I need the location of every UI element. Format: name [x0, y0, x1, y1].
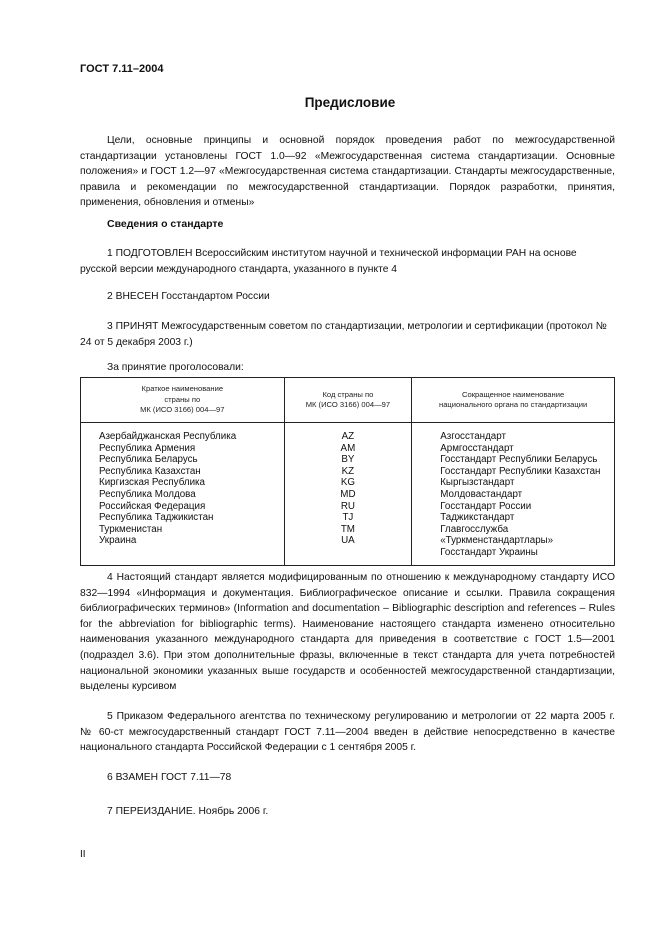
- code-column: [284, 423, 412, 566]
- country-code: TM: [340, 523, 355, 535]
- standards-body-name: Госстандарт Республики Беларусь: [440, 454, 598, 466]
- standards-body-name: Госстандарт Украины: [440, 546, 538, 558]
- country-name: Азербайджанская Республика: [99, 431, 237, 442]
- country-name: Украина: [99, 535, 137, 547]
- country-name: Республика Беларусь: [99, 454, 198, 466]
- country-code: AZ: [341, 431, 355, 442]
- header-line: МК (ИСО 3166) 004—97: [305, 400, 391, 409]
- header-line: Код страны по: [322, 389, 374, 399]
- country-code: KG: [340, 477, 355, 489]
- item-4-paragraph: 4 Настоящий стандарт является модифицированным по отношению к международному стандарту ИСО 832—1994 «Информация и документация. Библиографическое описание и ссылки. Правила сокращения библиографических терминов» (Information and documentation – Bibliographic description and references – Rules for the abbreviation for bibliographic terms). Наименование настоящего стандарта изменено относительно наименования указанного международного стандарта для приведения в соответствие с ГОСТ 1.5—2001 (подраздел 3.6). При этом дополнительные фразы, включенные в текст стандарта для учета потребностей национальной экономики указанных выше государств и особенностей межгосударственной стандартизации, выделены курсивом: [80, 572, 615, 693]
- standards-body-name: Кыргызстандарт: [440, 477, 515, 489]
- country-code: TJ: [342, 512, 354, 524]
- country-code: AM: [340, 442, 356, 454]
- country-name: Республика Молдова: [99, 488, 196, 500]
- standards-body-name: Азгосстандарт: [440, 431, 506, 442]
- country-code: BY: [341, 454, 355, 466]
- page-number: II: [80, 849, 86, 860]
- country-code: KZ: [341, 465, 355, 477]
- item-6-paragraph: 6 ВЗАМЕН ГОСТ 7.11—78: [107, 772, 232, 783]
- header-line: МК (ИСО 3166) 004—97: [140, 405, 225, 415]
- header-line: страны по: [164, 394, 201, 404]
- item-2-paragraph: 2 ВНЕСЕН Госстандартом России: [107, 291, 270, 302]
- country-name: Туркменистан: [99, 523, 163, 535]
- country-code: RU: [340, 500, 355, 512]
- item-7-paragraph: 7 ПЕРЕИЗДАНИЕ. Ноябрь 2006 г.: [107, 806, 269, 817]
- standards-body-name: Госстандарт России: [440, 500, 532, 512]
- item-5-paragraph: 5 Приказом Федерального агентства по техническому регулированию и метрологии от 22 марта 2005 г. № 60-ст межгосударственный стандарт ГОСТ 7.11—2004 введен в действие непосредственно в качестве национального стандарта Российской Федерации с 1 сентября 2005 г.: [80, 711, 615, 754]
- table-header-row: [81, 378, 615, 423]
- country-column: [81, 423, 285, 566]
- header-line: Сокращенное наименование: [462, 389, 565, 399]
- voting-table: [80, 377, 615, 566]
- standards-body-name: Таджикстандарт: [440, 512, 515, 524]
- standards-body-name: Армгосстандарт: [440, 442, 514, 454]
- section-subtitle: Сведения о стандарте: [107, 218, 224, 230]
- standards-body-name: Госстандарт Республики Казахстан: [440, 465, 601, 477]
- page-title: Предисловие: [304, 95, 396, 110]
- country-name: Российская Федерация: [99, 500, 206, 512]
- header-country-name: [81, 378, 285, 423]
- body-column: [412, 423, 615, 566]
- header-line: Краткое наименование: [141, 384, 224, 394]
- country-code: UA: [341, 535, 355, 547]
- header-standards-body: [412, 378, 615, 423]
- voted-label: За принятие проголосовали:: [107, 362, 244, 373]
- country-name: Республика Таджикистан: [99, 512, 214, 524]
- country-name: Республика Казахстан: [99, 465, 201, 477]
- table-row: [81, 423, 615, 566]
- item-3-paragraph: 3 ПРИНЯТ Межгосударственным советом по стандартизации, метрологии и сертификации (протокол № 24 от 5 декабря 2003 г.): [80, 321, 607, 348]
- header-country-code: [284, 378, 412, 423]
- country-name: Республика Армения: [99, 442, 196, 454]
- item-1-paragraph: 1 ПОДГОТОВЛЕН Всероссийским институтом научной и технической информации РАН на основе русской версии международного стандарта, указанного в пункте 4: [80, 248, 577, 275]
- document-header: ГОСТ 7.11–2004: [80, 63, 164, 75]
- intro-paragraph: Цели, основные принципы и основной порядок проведения работ по межгосударственной стандартизации установлены ГОСТ 1.0—92 «Межгосударственная система стандартизации. Основные положения» и ГОСТ 1.2—97 «Межгосударственная система стандартизации. Стандарты межгосударственные, правила и рекомендации по межгосударственной стандартизации. Порядок разработки, принятия, применения, обновления и отмены»: [80, 135, 615, 209]
- standards-body-name: Главгосслужба «Туркменстандартлары»: [440, 523, 554, 547]
- country-code: MD: [340, 488, 356, 500]
- country-name: Киргизская Республика: [99, 477, 206, 489]
- standards-body-name: Молдовастандарт: [440, 488, 523, 500]
- header-line: национального органа по стандартизации: [439, 400, 588, 409]
